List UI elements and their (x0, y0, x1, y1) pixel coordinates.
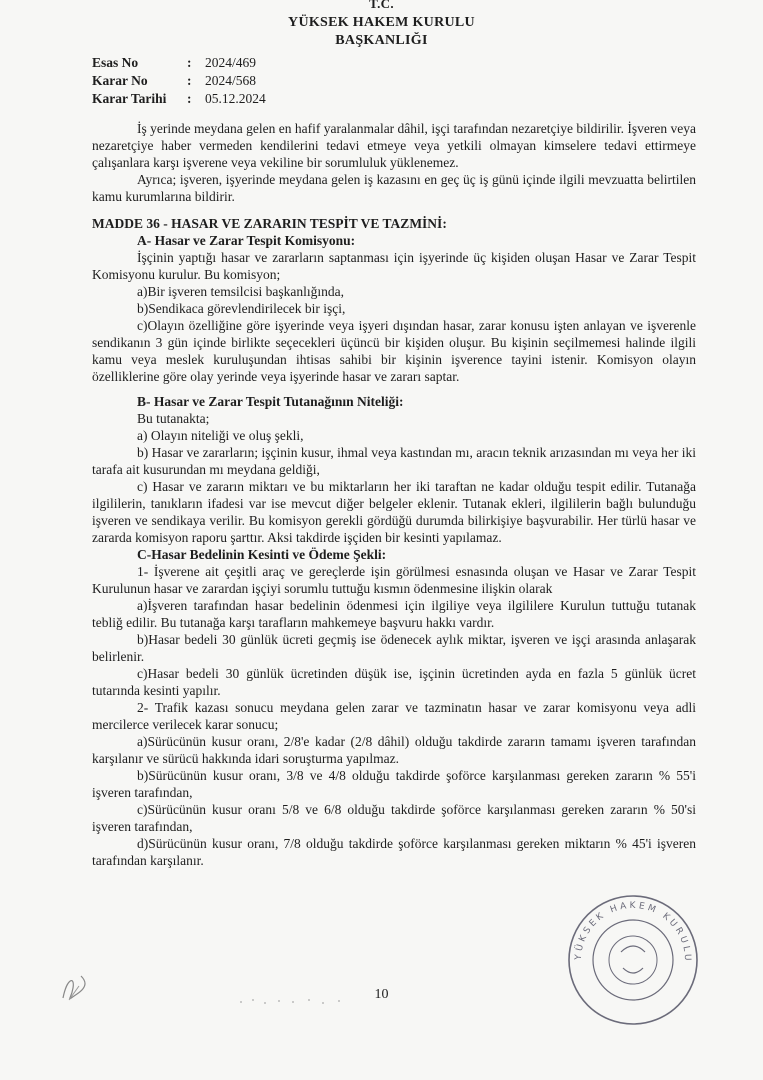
section-b-item-a: a) Olayın niteliği ve oluş şekli, (137, 428, 304, 443)
official-seal (563, 890, 703, 1030)
section-c-title: C-Hasar Bedelinin Kesinti ve Ödeme Şekli: (137, 547, 387, 562)
paragraph-accident-notice: Ayrıca; işveren, işyerinde meydana gelen iş kazasını en geç üç iş günü içinde ilgili mevzuatta belirtilen kamu kurumlarına bildirir. (92, 172, 696, 204)
section-c-item-2b: b)Sürücünün kusur oranı, 3/8 ve 4/8 olduğu takdirde şoförce karşılanması gereken zararın % 55'i işveren tarafından, (92, 768, 696, 800)
section-a-item-c: c)Olayın özelliğine göre işyerinde veya işyeri dışından hasar, zarar konusu işten anlayan ve işverenle sendikanın 3 gün içinde birlikte seçecekleri üçüncü bir kişiden oluşur. Bu kişinin seçilmemesi halinde ilgili kamu veya meslek kuruluşundan ihtisas sahibi bir kişinin işverence tayini istenir. Komisyon olayın özelliklerine göre olay yerinde veya işyerinde hasar ve zararı saptar. (92, 318, 696, 384)
section-c-item-2a: a)Sürücünün kusur oranı, 2/8'e kadar (2/8 dâhil) olduğu takdirde zararın tamamı işveren tarafından karşılanır ve sürücü hakkında idari soruşturma yapılmaz. (92, 734, 696, 766)
meta-colon: : (187, 73, 192, 88)
section-c-item-2: 2- Trafik kazası sonucu meydana gelen zarar ve tazminatın hasar ve zarar komisyonu veya adli mercilerce verilecek karar sonucu; (92, 700, 696, 732)
meta-colon: : (187, 55, 192, 70)
section-b-title: B- Hasar ve Zarar Tespit Tutanağının Niteliği: (137, 394, 404, 409)
section-c-item-1: 1- İşverene ait çeşitli araç ve gereçlerde işin görülmesi esnasında oluşan ve Hasar ve Zarar Tespit Kurulunun hasar ve zarardan işçiyi sorumlu tuttuğu kısmın ödenmesine ilişkin olarak (92, 564, 696, 596)
header-institution: YÜKSEK HAKEM KURULU (288, 15, 475, 30)
section-a-item-a: a)Bir işveren temsilcisi başkanlığında, (137, 284, 344, 299)
article-title: MADDE 36 - HASAR VE ZARARIN TESPİT VE TAZMİNİ: (92, 216, 447, 231)
document-body (92, 120, 696, 869)
meta-colon: : (187, 91, 192, 106)
meta-row-esas (92, 55, 325, 73)
section-a-title: A- Hasar ve Zarar Tespit Komisyonu: (137, 233, 356, 248)
meta-value: 2024/469 (205, 55, 257, 70)
header-department: BAŞKANLIĞI (335, 33, 428, 48)
section-a-paragraph: İşçinin yaptığı hasar ve zararların saptanması için işyerinde üç kişiden oluşan Hasar ve Zarar Tespit Komisyonu kurulur. Bu komisyon; (92, 250, 696, 282)
section-b-item-c: c) Hasar ve zararın miktarı ve bu miktarların her iki taraftan ne kadar olduğu tespit edilir. Tutanağa ilgililerin, tanıkların ifadesi var ise mevcut diğer belgeler eklenir. Tutanak ekleri, ilgililerin bağlı bulunduğu işveren ve sendikaya verilir. Bu komisyon gerekli gördüğü durumda bilirkişiye başvurabilir. Her türlü hasar ve zararda komisyon raporu şarttır. Aksi takdirde işçiden bir kesinti yapılamaz. (92, 479, 696, 545)
initials-scribble (55, 968, 95, 1008)
meta-row-karar (92, 73, 325, 91)
meta-key: Esas No (92, 55, 139, 70)
faint-marks (235, 992, 355, 1012)
header-top-cut: T.C. (369, 0, 394, 11)
page-number: 10 (374, 987, 389, 1002)
section-c-item-2c: c)Sürücünün kusur oranı 5/8 ve 6/8 olduğu takdirde şoförce karşılanması gereken zararın % 50'si işveren tarafından, (92, 802, 696, 834)
section-b-paragraph: Bu tutanakta; (137, 411, 210, 426)
meta-key: Karar No (92, 73, 148, 88)
meta-value: 05.12.2024 (205, 91, 266, 106)
paragraph-injury-report: İş yerinde meydana gelen en hafif yaralanmalar dâhil, işçi tarafından nezaretçiye bildirilir. İşveren veya nezaretçiye haber vermeden kendilerini tedavi etmeye veya yetkili olmayan kimselere tedavi ettirmeye çalışanlara karşı işverene veya vekiline bir sorumluluk yüklenemez. (92, 121, 696, 170)
section-a-item-b: b)Sendikaca görevlendirilecek bir işçi, (137, 301, 346, 316)
meta-value: 2024/568 (205, 73, 257, 88)
section-c-item-2d: d)Sürücünün kusur oranı, 7/8 olduğu takdirde şoförce karşılanması gereken miktarın % 45'i işveren tarafından karşılanır. (92, 836, 696, 868)
section-c-item-1a: a)İşveren tarafından hasar bedelinin ödenmesi için ilgiliye veya ilgililere Kurulun tuttuğu tutanak tebliğ edilir. Bu tutanağa karşı tarafların mahkemeye başvuru hakkı vardır. (92, 598, 696, 630)
seal-ring-text: YÜKSEK HAKEM KURULU (573, 900, 693, 964)
section-b-item-b: b) Hasar ve zararların; işçinin kusur, ihmal veya kastından mı, aracın teknik arızasından mı veya her iki tarafa ait kusurundan mı meydana geldiği, (92, 445, 696, 477)
case-meta (92, 55, 325, 109)
meta-key: Karar Tarihi (92, 91, 167, 106)
section-c-item-1c: c)Hasar bedeli 30 günlük ücretinden düşük ise, işçinin ücretinden ayda en fazla 5 günlük ücret tutarında kesinti yapılır. (92, 666, 696, 698)
section-c-item-1b: b)Hasar bedeli 30 günlük ücreti geçmiş ise ödenecek aylık miktar, işveren ve işçi arasında anlaşarak belirlenir. (92, 632, 696, 664)
meta-row-tarih (92, 91, 325, 109)
